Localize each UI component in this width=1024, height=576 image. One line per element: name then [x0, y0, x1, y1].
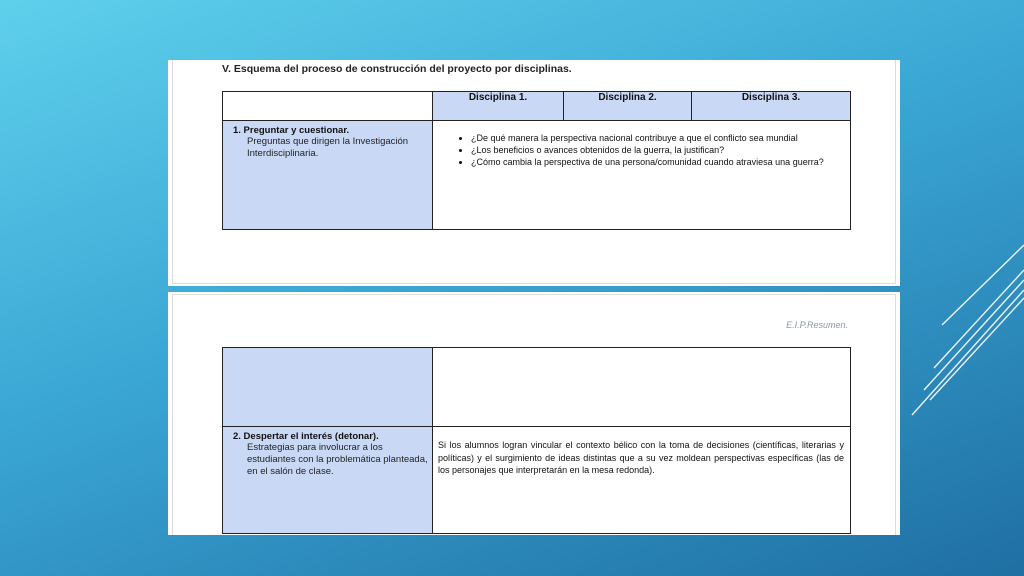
table-row — [223, 121, 851, 230]
section-title: V. Esquema del proceso de construcción del proyecto por disciplinas. — [222, 63, 572, 75]
header-empty-cell — [223, 92, 433, 121]
table-row — [223, 348, 851, 427]
questions-list — [433, 132, 842, 168]
strategy-text: Si los alumnos logran vincular el contexto bélico con la toma de decisiones (científicas, literarias y políticas) y el surgimiento de ideas distintas que a su vez moldean perspectivas específicas (las de los personajes que interpretarán en la mesa redonda). — [438, 440, 844, 475]
stage-title: 2. Despertar el interés (detonar). — [233, 431, 379, 442]
questions-cell — [433, 121, 851, 230]
empty-content-cell — [433, 348, 851, 427]
list-item: • ¿De qué manera la perspectiva nacional contribuye a que el conflicto sea mundial — [471, 132, 842, 144]
table-header-row — [223, 92, 851, 121]
document-page-1 — [168, 60, 900, 286]
header-disciplina-3: Disciplina 3. — [692, 92, 851, 121]
list-item: • ¿Los beneficios o avances obtenidos de la guerra, la justifican? — [471, 144, 842, 156]
discipline-table — [222, 91, 851, 230]
stage-cell — [223, 427, 433, 534]
stage-title: 1. Preguntar y cuestionar. — [233, 125, 350, 136]
document-label: E.I.P.Resumen. — [786, 320, 848, 330]
strategy-cell — [433, 427, 851, 534]
table-row — [223, 427, 851, 534]
document-page-2 — [168, 292, 900, 535]
discipline-table-continued — [222, 347, 851, 534]
stage-cell — [223, 121, 433, 230]
header-disciplina-2: Disciplina 2. — [564, 92, 692, 121]
stage-description: Preguntas que dirigen la Investigación Interdisciplinaria. — [247, 136, 409, 159]
decorative-lines — [894, 240, 1024, 420]
list-item: • ¿Cómo cambia la perspectiva de una persona/comunidad cuando atraviesa una guerra? — [471, 156, 842, 168]
empty-stage-cell — [223, 348, 433, 427]
header-disciplina-1: Disciplina 1. — [433, 92, 564, 121]
stage-description: Estrategias para involucrar a los estudiantes con la problemática planteada, en el salón de clase. — [247, 442, 428, 477]
